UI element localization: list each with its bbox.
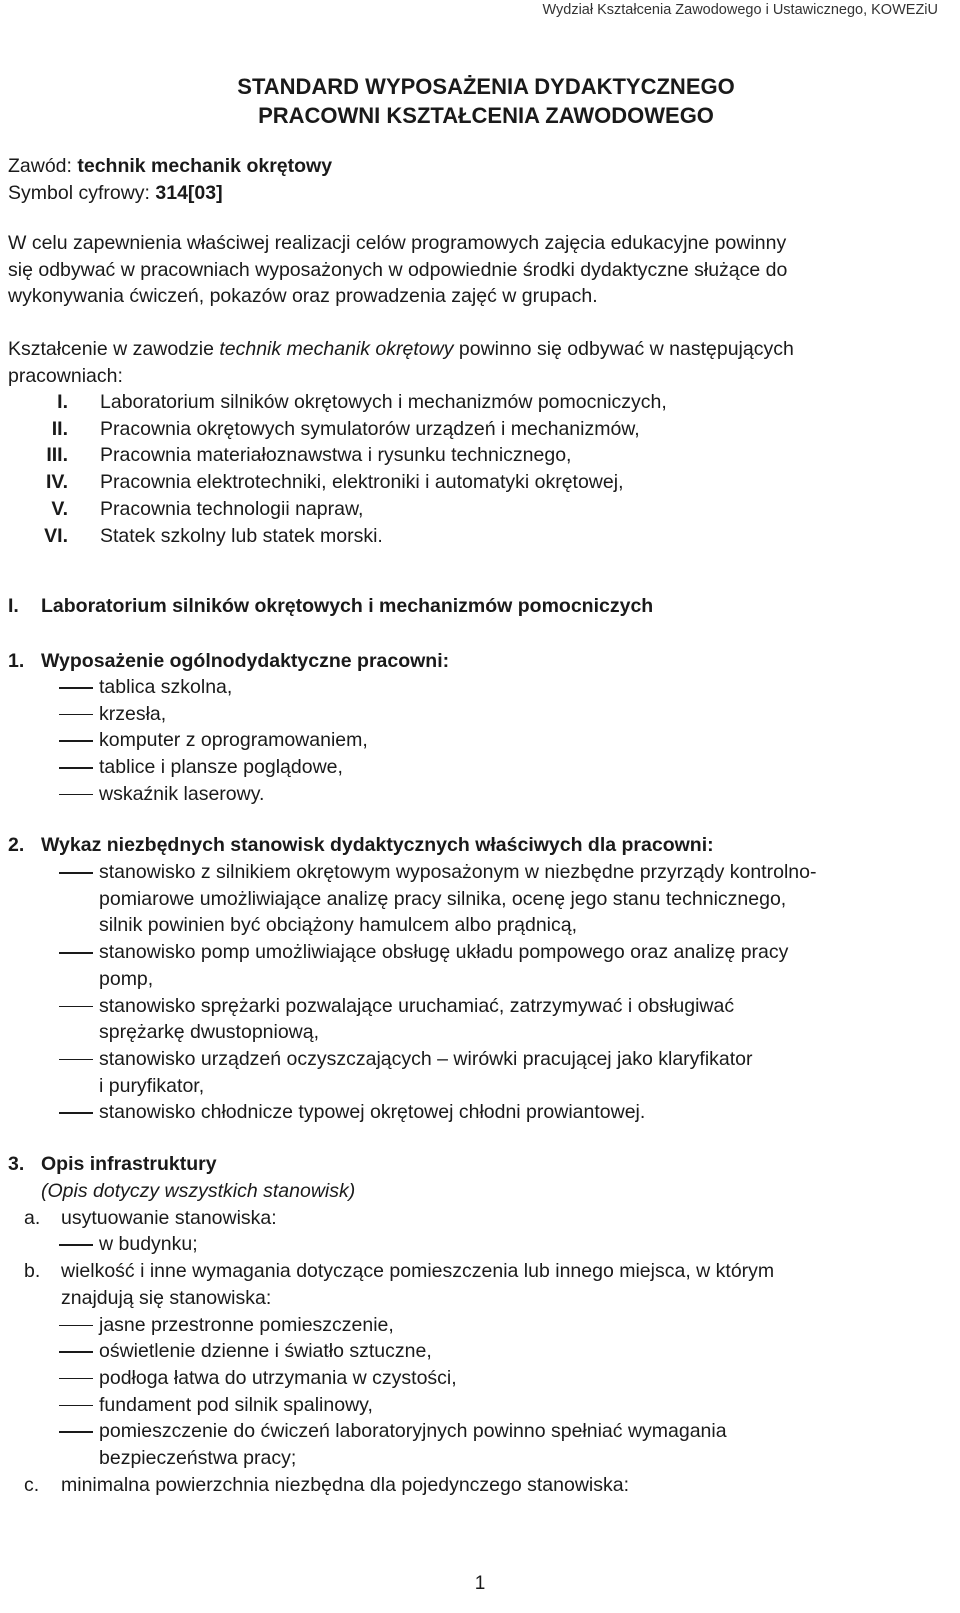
dash-bullet (59, 1431, 93, 1433)
list-item: krzesła, (8, 701, 943, 728)
list-item: tablice i plansze poglądowe, (8, 754, 943, 781)
list-item: w budynku; (8, 1231, 943, 1258)
subsection-heading-2: 2. Wykaz niezbędnych stanowisk dydaktycznych właściwych dla pracowni: (8, 834, 714, 856)
list-item: komputer z oprogramowaniem, (8, 727, 943, 754)
list-item: fundament pod silnik spalinowy, (8, 1392, 943, 1419)
profession-value: technik mechanik okrętowy (77, 155, 333, 177)
item-a: a. usytuowanie stanowiska: (24, 1206, 277, 1229)
list-item: wskaźnik laserowy. (8, 781, 943, 808)
workshop-list: I. Laboratorium silników okrętowych i mechanizmów pomocniczych, II. Pracownia okrętowych symulatorów urządzeń i mechanizmów, III. Pracownia materiałoznawstwa i rysunku technicznego, IV. Pracownia elektrotechniki, elektroniki i automatyki okrętowej, V. Pracownia technologii napraw, VI. Statek szkolny lub statek morski. (44, 391, 667, 547)
title-line-1: STANDARD WYPOSAŻENIA DYDAKTYCZNEGO (237, 74, 735, 99)
list-item: stanowisko pomp umożliwiające obsługę układu pompowego oraz analizę pracy pomp, (8, 939, 943, 992)
dash-bullet (59, 767, 93, 769)
list-item: stanowisko urządzeń oczyszczających – wirówki pracującej jako klaryfikator i puryfikator, (8, 1046, 943, 1099)
running-header: Wydział Kształcenia Zawodowego i Ustawicznego, KOWEZiU (542, 2, 938, 18)
symbol-line: Symbol cyfrowy: 314[03] (8, 181, 223, 204)
dash-bullet (59, 1378, 93, 1380)
dash-bullet (59, 1405, 93, 1407)
list-item: podłoga łatwa do utrzymania w czystości, (8, 1365, 943, 1392)
list-item: jasne przestronne pomieszczenie, (8, 1312, 943, 1339)
profession-line: Zawód: technik mechanik okrętowy (8, 155, 333, 177)
training-paragraph: Kształcenie w zawodzie technik mechanik okrętowy powinno się odbywać w następujących pracowniach: (8, 338, 794, 387)
dash-bullet (59, 1351, 93, 1353)
subsection-heading-3: 3. Opis infrastruktury (8, 1153, 217, 1175)
dash-bullet (59, 1244, 93, 1246)
intro-paragraph: W celu zapewnienia właściwej realizacji celów programowych zajęcia edukacyjne powinny się odbywać w pracowniach wyposażonych w odpowiednie środki dydaktyczne służące do wykonywania ćwiczeń, pokazów oraz prowadzenia zajęć w grupach. (8, 232, 788, 308)
subsection-heading-1: 1. Wyposażenie ogólnodydaktyczne pracowni: (8, 650, 450, 672)
list-item: stanowisko z silnikiem okrętowym wyposażonym w niezbędne przyrządy kontrolno- pomiarowe umożliwiające analizę pracy silnika, ocenę jego stanu technicznego, silnik powinien być obciążony hamulcem albo prądnicą, (8, 859, 943, 939)
page-number: 1 (474, 1573, 486, 1594)
list-item: stanowisko chłodnicze typowej okrętowej chłodni prowiantowej. (8, 1099, 943, 1126)
item-b: b. wielkość i inne wymagania dotyczące pomieszczenia lub innego miejsca, w którym znajdują się stanowiska: (24, 1260, 775, 1309)
list-item: stanowisko sprężarki pozwalające uruchamiać, zatrzymywać i obsługiwać sprężarkę dwustopniową, (8, 993, 943, 1046)
dash-bullet (59, 740, 93, 742)
dash-bullet (59, 794, 93, 796)
dash-bullet (59, 952, 93, 954)
dash-bullet (59, 714, 93, 716)
list-item: oświetlenie dzienne i światło sztuczne, (8, 1338, 943, 1365)
infrastructure-note: (Opis dotyczy wszystkich stanowisk) (41, 1180, 356, 1202)
list-item: tablica szkolna, (8, 674, 943, 701)
dash-bullet (59, 1112, 93, 1114)
symbol-value: 314[03] (155, 181, 223, 204)
dash-bullet (59, 1325, 93, 1327)
document-title (0, 72, 960, 130)
item-c: c. minimalna powierzchnia niezbędna dla pojedynczego stanowiska: (24, 1473, 630, 1496)
stations-list (8, 859, 943, 1126)
section-heading: I. Laboratorium silników okrętowych i mechanizmów pomocniczych (8, 595, 654, 617)
list-item: pomieszczenie do ćwiczeń laboratoryjnych powinno spełniać wymagania bezpieczeństwa pracy; (8, 1418, 943, 1471)
infrastructure-block (8, 1178, 943, 1498)
title-line-2: PRACOWNI KSZTAŁCENIA ZAWODOWEGO (258, 103, 714, 128)
equipment-list (8, 674, 943, 808)
profession-info (8, 153, 943, 206)
dash-bullet (59, 1059, 93, 1061)
dash-bullet (59, 1006, 93, 1008)
dash-bullet (59, 872, 93, 874)
dash-bullet (59, 687, 93, 689)
